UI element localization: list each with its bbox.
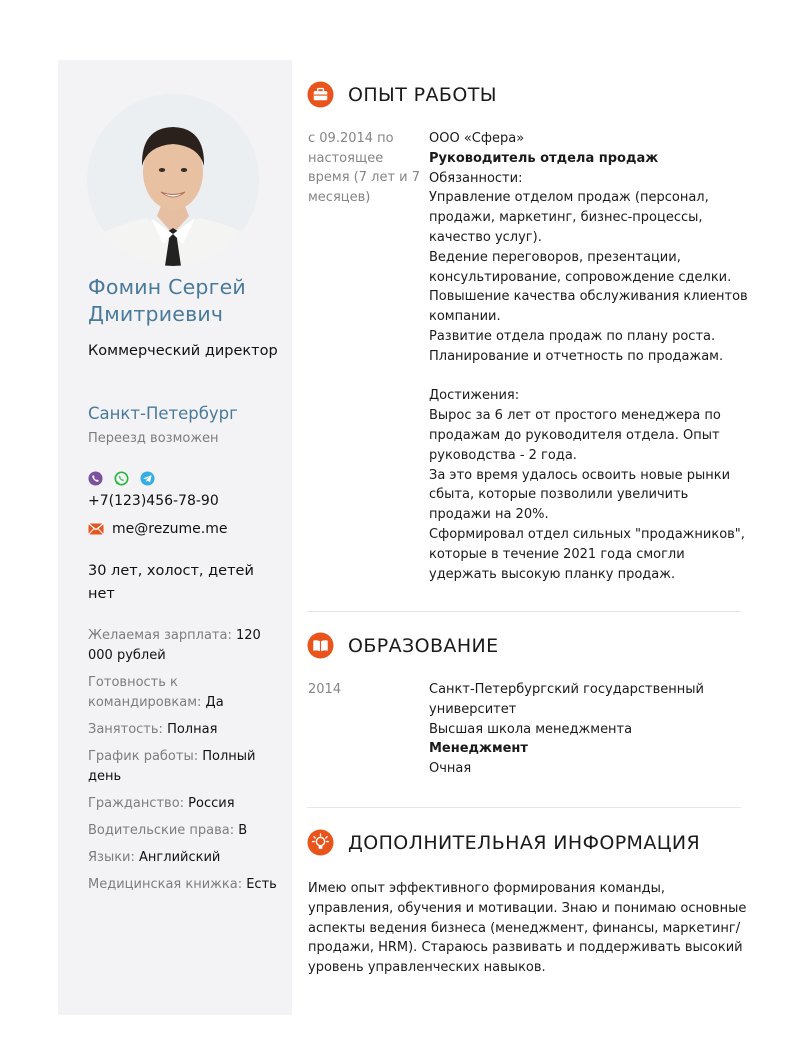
duty-item: Повышение качества обслуживания клиентов компании.: [429, 289, 748, 325]
extra-info-text: Имею опыт эффективного формирования команды, управления, обучения и мотивации. Знаю и понимаю основные аспекты ведения бизнеса (менеджмент, финансы, маркетинг/продажи, HRM). Стараюсь развивать и поддерживать высокий уровень управленческих навыков.: [308, 881, 747, 976]
company-name: ООО «Сфера»: [429, 131, 525, 146]
candidate-name: Фомин Сергей Дмитриевич: [88, 275, 246, 326]
section-divider: [307, 611, 741, 612]
achievement-item: За это время удалось освоить новые рынки сбыта, которые позволили увеличить продажи на 20%.: [429, 467, 731, 523]
detail-value: B: [238, 823, 248, 838]
achievements-label: Достижения:: [429, 388, 520, 404]
mail-icon: [88, 523, 104, 535]
detail-item: [88, 875, 284, 895]
detail-label: Медицинская книжка:: [88, 877, 243, 892]
duty-item: Ведение переговоров, презентации, консультирование, сопровождение сделки.: [429, 249, 732, 285]
detail-label: Водительские права:: [88, 823, 235, 838]
book-icon: [307, 632, 334, 659]
duties-list: [429, 188, 751, 366]
avatar: [87, 94, 259, 266]
faculty-name: Высшая школа менеджмента: [429, 721, 633, 737]
lightbulb-icon: [307, 829, 334, 856]
experience-heading: [307, 81, 497, 108]
detail-item: [88, 821, 284, 841]
specialty: Менеджмент: [429, 741, 528, 757]
details-list: [88, 626, 284, 902]
job-role: Руководитель отдела продаж: [429, 150, 659, 166]
education-title: ОБРАЗОВАНИЕ: [348, 634, 499, 657]
detail-item: [88, 673, 284, 713]
duty-item: Планирование и отчетность по продажам.: [429, 348, 724, 364]
detail-label: Гражданство:: [88, 796, 185, 811]
detail-label: Готовность к командировкам:: [88, 675, 202, 710]
viber-icon[interactable]: [88, 471, 103, 486]
detail-value: Россия: [188, 796, 235, 811]
phone-number[interactable]: +7(123)456-78-90: [88, 493, 219, 509]
education-details: [429, 680, 751, 779]
detail-value: 120 000 рублей: [88, 628, 261, 663]
section-divider: [307, 807, 741, 808]
experience-period: с 09.2014 по настоящее время (7 лет и 7 месяцев): [308, 131, 421, 205]
duty-item: Управление отделом продаж (персонал, продажи, маркетинг, бизнес-процессы, качество услуг).: [429, 190, 709, 245]
detail-value: Полный день: [88, 749, 256, 784]
achievement-item: Вырос за 6 лет от простого менеджера по продажам до руководителя отдела. Опыт руководства - 2 года.: [429, 408, 721, 463]
education-form: Очная: [429, 761, 472, 777]
extra-heading: [307, 829, 700, 856]
relocation-note: Переезд возможен: [88, 431, 219, 446]
achievements-list: [429, 406, 751, 584]
detail-value: Полная: [167, 722, 218, 737]
email-address[interactable]: me@rezume.me: [112, 521, 228, 537]
detail-item: [88, 794, 284, 814]
messenger-links: [88, 471, 155, 486]
duty-item: Развитие отдела продаж по плану роста.: [429, 328, 716, 344]
university-name: Санкт-Петербургский государственный университет: [429, 682, 704, 717]
extra-title: ДОПОЛНИТЕЛЬНАЯ ИНФОРМАЦИЯ: [348, 831, 701, 854]
city: Санкт-Петербург: [88, 404, 238, 423]
detail-item: [88, 626, 284, 666]
detail-item: [88, 747, 284, 787]
achievement-item: Сформировал отдел сильных "продажников", которые в течение 2021 года смогли удержать высокую планку продаж.: [429, 526, 745, 582]
telegram-icon[interactable]: [140, 471, 155, 486]
detail-label: Занятость:: [88, 722, 163, 737]
avatar-photo: [87, 94, 259, 266]
personal-info: 30 лет, холост, детей нет: [88, 563, 254, 602]
briefcase-icon: [307, 81, 334, 108]
experience-title: ОПЫТ РАБОТЫ: [348, 83, 497, 106]
education-year: 2014: [308, 682, 342, 697]
sidebar: [58, 60, 292, 1015]
candidate-position: Коммерческий директор: [88, 343, 278, 359]
detail-item: [88, 720, 284, 740]
detail-value: Да: [205, 695, 224, 710]
experience-details: [429, 129, 751, 584]
education-heading: [307, 632, 499, 659]
detail-value: Английский: [139, 850, 221, 865]
detail-label: График работы:: [88, 749, 199, 764]
detail-label: Желаемая зарплата:: [88, 628, 232, 643]
whatsapp-icon[interactable]: [114, 471, 129, 486]
detail-value: Есть: [246, 877, 277, 892]
duties-label: Обязанности:: [429, 170, 523, 186]
detail-item: [88, 848, 284, 868]
detail-label: Языки:: [88, 850, 135, 865]
email-row: [88, 521, 228, 537]
